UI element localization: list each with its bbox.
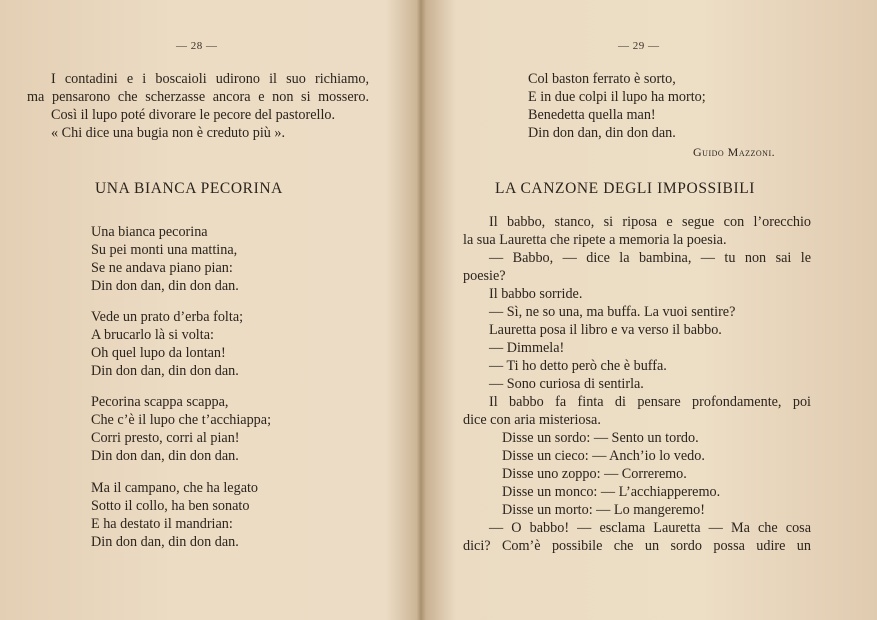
poem-line: Pecorina scappa scappa, xyxy=(91,394,229,410)
intro-line: ma pensarono che scherzasse ancora e non si mossero. xyxy=(27,89,369,105)
story-line: dici? Com’è possibile che un sordo possa udire un xyxy=(463,538,811,554)
story-line: la sua Lauretta che ripete a memoria la poesia. xyxy=(463,232,727,248)
intro-line: I contadini e i boscaioli udirono il suo richiamo, xyxy=(51,71,369,87)
poem-line: Din don dan, din don dan. xyxy=(91,448,239,464)
poem-line: E in due colpi il lupo ha morto; xyxy=(528,89,706,105)
author-signature: Guido Mazzoni. xyxy=(693,145,776,159)
story-line: Il babbo, stanco, si riposa e segue con l’orecchio xyxy=(489,214,811,230)
page-number-right: — 29 — xyxy=(618,40,660,52)
poem-line: Din don dan, din don dan. xyxy=(91,363,239,379)
poem-line: Corri presto, corri al pian! xyxy=(91,430,240,446)
poem-line: Che c’è il lupo che t’acchiappa; xyxy=(91,412,272,428)
story-line: Lauretta posa il libro e va verso il babbo. xyxy=(489,322,722,338)
poem-line: Col baston ferrato è sorto, xyxy=(528,71,676,87)
story-line: — Sono curiosa di sentirla. xyxy=(489,376,644,392)
story-line: Il babbo fa finta di pensare profondamente, poi xyxy=(489,394,811,410)
poem-line: Una bianca pecorina xyxy=(91,224,208,240)
poem-line: E ha destato il mandrian: xyxy=(91,516,233,532)
story-line: — Ti ho detto però che è buffa. xyxy=(489,358,667,374)
page-number-left: — 28 — xyxy=(176,40,218,52)
poem-line: Ma il campano, che ha legato xyxy=(91,480,259,496)
story-line: poesie? xyxy=(463,268,506,284)
poem-line: Din don dan, din don dan. xyxy=(91,278,239,294)
story-line: — Babbo, — dice la bambina, — tu non sai le xyxy=(489,250,811,266)
intro-line: Così il lupo poté divorare le pecore del pastorello. xyxy=(51,107,336,123)
poem-line: Vede un prato d’erba folta; xyxy=(91,309,244,325)
poem-line: Oh quel lupo da lontan! xyxy=(91,345,226,361)
story-line: — Sì, ne so una, ma buffa. La vuoi sentire? xyxy=(489,304,736,320)
story-line: — O babbo! — esclama Lauretta — Ma che cosa xyxy=(489,520,811,536)
poem-line: Benedetta quella man! xyxy=(528,107,656,123)
left-page xyxy=(0,0,420,620)
story-line: Disse un morto: — Lo mangeremo! xyxy=(502,502,705,518)
poem-line: A brucarlo là si volta: xyxy=(91,327,214,343)
story-line: Disse uno zoppo: — Correremo. xyxy=(502,466,687,482)
story-line: Disse un sordo: — Sento un tordo. xyxy=(502,430,699,446)
story-line: Il babbo sorride. xyxy=(489,286,583,302)
poem-line: Din don dan, din don dan. xyxy=(528,125,676,141)
story-line: — Dimmela! xyxy=(489,340,565,356)
poem-title: UNA BIANCA PECORINA xyxy=(95,180,283,197)
right-page xyxy=(421,0,877,620)
poem-line: Din don dan, din don dan. xyxy=(91,534,239,550)
poem-line: Se ne andava piano pian: xyxy=(91,260,233,276)
story-line: dice con aria misteriosa. xyxy=(463,412,601,428)
poem-line: Sotto il collo, ha ben sonato xyxy=(91,498,250,514)
poem-line: Su pei monti una mattina, xyxy=(91,242,238,258)
story-title: LA CANZONE DEGLI IMPOSSIBILI xyxy=(495,180,756,197)
story-line: Disse un monco: — L’acchiapperemo. xyxy=(502,484,721,500)
intro-line: « Chi dice una bugia non è creduto più ». xyxy=(51,125,286,141)
story-line: Disse un cieco: — Anch’io lo vedo. xyxy=(502,448,705,464)
